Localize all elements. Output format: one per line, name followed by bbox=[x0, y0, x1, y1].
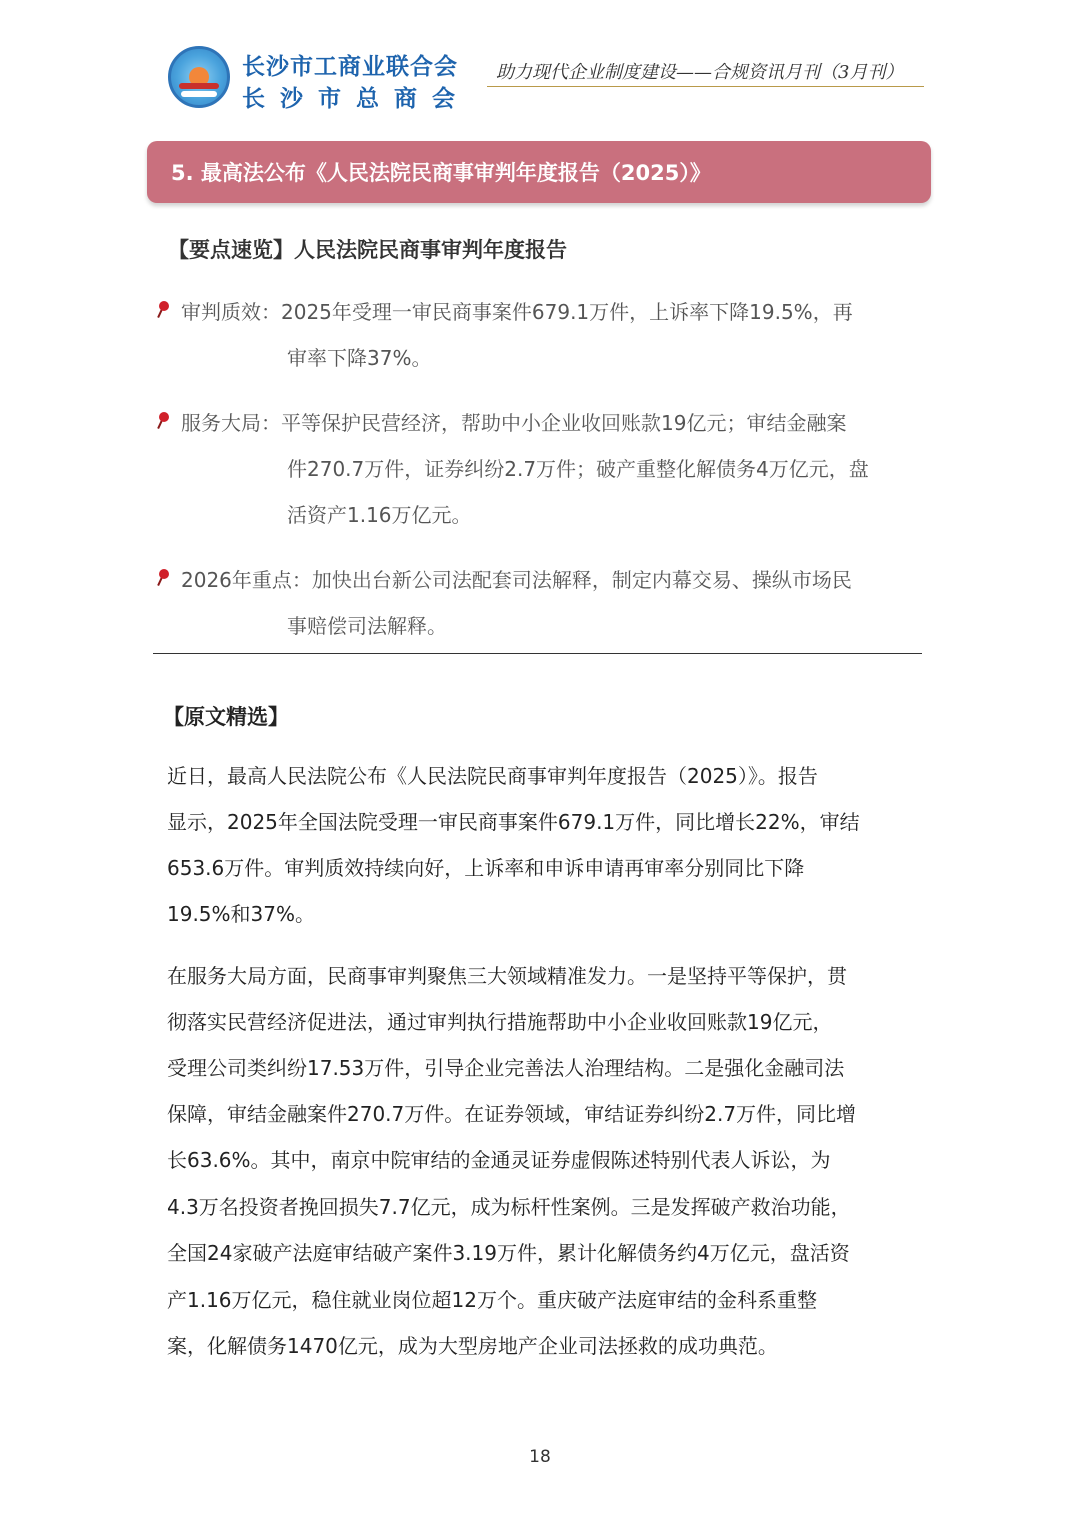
org-logo-icon bbox=[168, 46, 230, 108]
publication-title: 助力现代企业制度建设——合规资讯月刊（3月刊） bbox=[496, 62, 904, 83]
paragraph-line: 长63.6%。其中，南京中院审结的金通灵证券虚假陈述特别代表人诉讼，为 bbox=[167, 1148, 831, 1172]
original-heading: 【原文精选】 bbox=[163, 705, 289, 729]
bullet-line: 件270.7万件，证券纠纷2.7万件；破产重整化解债务4万亿元，盘 bbox=[287, 457, 869, 481]
paragraph-line: 案，化解债务1470亿元，成为大型房地产企业司法拯救的成功典范。 bbox=[167, 1334, 778, 1358]
paragraph-line: 4.3万名投资者挽回损失7.7亿元，成为标杆性案例。三是发挥破产救治功能， bbox=[167, 1195, 851, 1219]
org-name-line1: 长沙市工商业联合会 bbox=[242, 54, 458, 80]
bullet-line: 2026年重点：加快出台新公司法配套司法解释，制定内幕交易、操纵市场民 bbox=[181, 568, 852, 592]
bullet-line: 活资产1.16万亿元。 bbox=[287, 503, 472, 527]
bullet-line: 事赔偿司法解释。 bbox=[287, 614, 447, 638]
paragraph-line: 产1.16万亿元，稳住就业岗位超12万个。重庆破产法庭审结的金科系重整 bbox=[167, 1288, 817, 1312]
pushpin-icon bbox=[157, 412, 169, 430]
bullet-line: 服务大局：平等保护民营经济，帮助中小企业收回账款19亿元；审结金融案 bbox=[181, 411, 847, 435]
org-name-line2: 长沙市总商会 bbox=[242, 86, 470, 112]
paragraph-line: 显示，2025年全国法院受理一审民商事案件679.1万件，同比增长22%，审结 bbox=[167, 810, 860, 834]
section-divider bbox=[153, 653, 922, 654]
page-header bbox=[0, 0, 1080, 130]
bullet-line: 审率下降37%。 bbox=[287, 346, 432, 370]
section-title: 5. 最高法公布《人民法院民商事审判年度报告（2025）》 bbox=[171, 161, 711, 185]
page-number: 18 bbox=[529, 1447, 551, 1467]
paragraph-line: 653.6万件。审判质效持续向好，上诉率和申诉申请再审率分别同比下降 bbox=[167, 856, 805, 880]
bullet-line: 审判质效：2025年受理一审民商事案件679.1万件，上诉率下降19.5%，再 bbox=[181, 300, 853, 324]
paragraph-line: 受理公司类纠纷17.53万件，引导企业完善法人治理结构。二是强化金融司法 bbox=[167, 1056, 845, 1080]
pushpin-icon bbox=[157, 301, 169, 319]
summary-heading: 【要点速览】人民法院民商事审判年度报告 bbox=[168, 238, 567, 262]
paragraph-line: 全国24家破产法庭审结破产案件3.19万件，累计化解债务约4万亿元，盘活资 bbox=[167, 1241, 850, 1265]
paragraph-line: 彻落实民营经济促进法，通过审判执行措施帮助中小企业收回账款19亿元， bbox=[167, 1010, 833, 1034]
header-rule bbox=[487, 86, 924, 87]
section-title-bar bbox=[147, 141, 931, 203]
pushpin-icon bbox=[157, 569, 169, 587]
paragraph-line: 近日，最高人民法院公布《人民法院民商事审判年度报告（2025）》。报告 bbox=[167, 764, 818, 788]
paragraph-line: 在服务大局方面，民商事审判聚焦三大领域精准发力。一是坚持平等保护，贯 bbox=[167, 964, 847, 988]
paragraph-line: 保障，审结金融案件270.7万件。在证券领域，审结证券纠纷2.7万件，同比增 bbox=[167, 1102, 857, 1126]
paragraph-line: 19.5%和37%。 bbox=[167, 902, 315, 926]
